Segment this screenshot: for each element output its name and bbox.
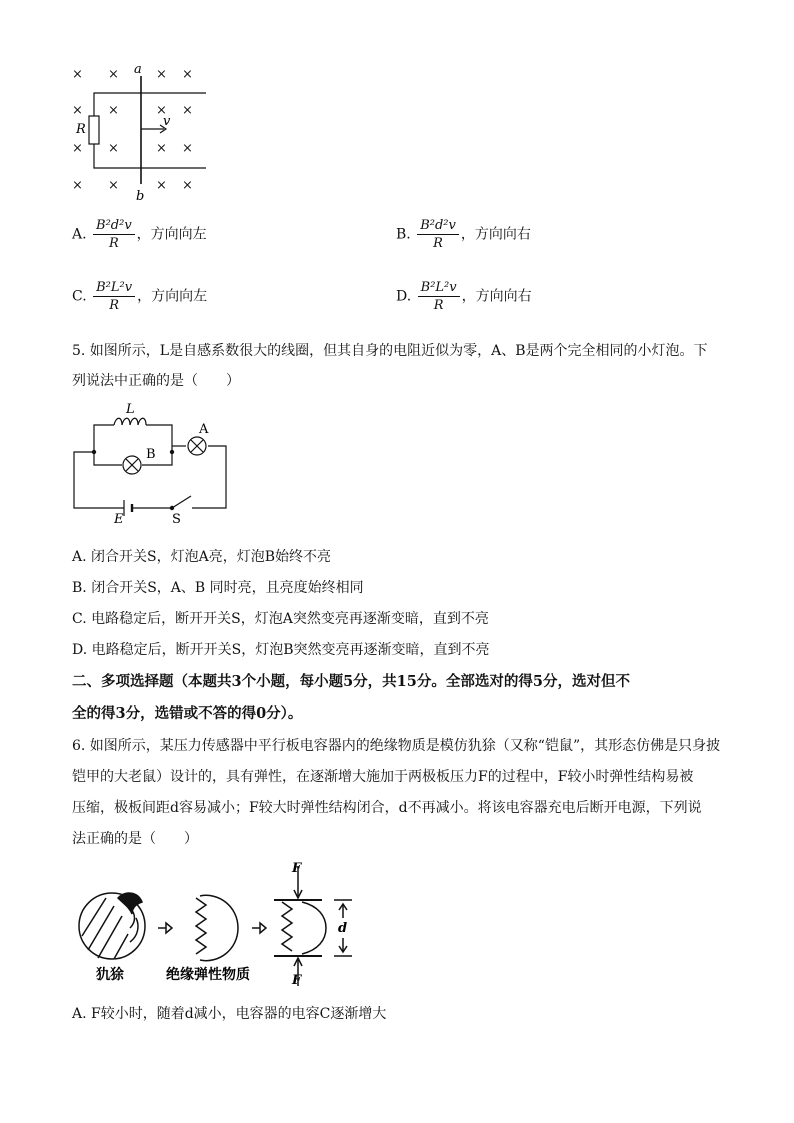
q4-option-a	[72, 218, 207, 251]
cross-mark: ×	[72, 178, 83, 193]
fraction-numerator: B²L²v	[93, 280, 135, 297]
fraction-denominator: R	[108, 236, 119, 251]
compressed-arc	[302, 902, 326, 954]
fraction-denominator: R	[433, 298, 444, 313]
q5-option-d: D. 电路稳定后，断开开关S，灯泡B突然变亮再逐渐变暗，直到不亮	[72, 642, 490, 658]
label-E: E	[114, 512, 124, 527]
junction-dot	[92, 450, 96, 454]
cross-mark: ×	[108, 178, 119, 193]
arrow-1-head-icon	[166, 923, 172, 933]
caption-armadillo: 犰狳	[96, 967, 124, 983]
left-wire	[74, 452, 124, 508]
q5-stem-line1: 5. 如图所示，L是自感系数很大的线圈，但其自身的电阻近似为零，A、B是两个完全相同的小灯泡。下	[72, 343, 708, 359]
cross-mark: ×	[156, 103, 167, 118]
q4-option-d	[396, 280, 532, 313]
coil-L	[114, 418, 146, 425]
rod-rail-figure	[60, 58, 220, 208]
junction-dot	[170, 450, 174, 454]
label-F-top: F	[292, 861, 302, 876]
option-text: ，方向向右	[460, 226, 531, 243]
cross-mark: ×	[182, 103, 193, 118]
label-v: v	[163, 114, 171, 129]
q5-stem-line2: 列说法中正确的是（ ）	[72, 373, 240, 389]
option-text: ，方向向右	[461, 288, 532, 305]
label-a: a	[134, 62, 142, 77]
q5-option-b: B. 闭合开关S，A、B 同时亮，且亮度始终相同	[72, 580, 364, 596]
elastic-zigzag	[196, 898, 206, 954]
q6-stem-line2: 铠甲的大老鼠）设计的，具有弹性，在逐渐增大施加于两极板压力F的过程中，F较小时弹性结构易被	[72, 769, 694, 785]
fraction-denominator: R	[433, 236, 443, 251]
section2-title-line2: 全的得3分，选错或不答的得0分）。	[72, 705, 303, 722]
cross-mark: ×	[182, 141, 193, 156]
cross-mark: ×	[72, 103, 83, 118]
option-text: ，方向向左	[136, 226, 207, 243]
lamp-a-cross	[191, 440, 203, 452]
label-B: B	[146, 447, 156, 462]
cross-mark: ×	[72, 67, 83, 82]
q5-option-c: C. 电路稳定后，断开开关S，灯泡A突然变亮再逐渐变暗，直到不亮	[72, 611, 489, 627]
q6-stem-line1: 6. 如图所示，某压力传感器中平行板电容器内的绝缘物质是模仿犰狳（又称“铠鼠”，其形态仿佛是只身披	[72, 738, 721, 754]
coil-left-wire	[94, 425, 114, 452]
fraction	[418, 280, 460, 313]
q5-option-a: A. 闭合开关S，灯泡A亮，灯泡B始终不亮	[72, 549, 331, 565]
label-b: b	[136, 189, 145, 204]
self-inductance-circuit-figure	[60, 395, 240, 530]
option-letter: C.	[72, 288, 87, 305]
option-letter: A.	[72, 226, 87, 243]
lamp-b-left-wire	[94, 452, 122, 465]
arrow-2-head-icon	[260, 923, 266, 933]
q4-option-c	[72, 280, 207, 313]
label-A: A	[199, 422, 209, 437]
fraction-numerator: B²L²v	[418, 280, 460, 297]
fraction	[93, 218, 135, 251]
compressed-zigzag	[282, 902, 292, 951]
cross-mark: ×	[108, 103, 119, 118]
lamp-b-cross	[126, 459, 138, 471]
option-text: ，方向向左	[137, 288, 208, 305]
cross-mark: ×	[108, 67, 119, 82]
label-d: d	[338, 921, 348, 936]
q6-stem-line3: 压缩，极板间距d容易减小；F较大时弹性结构闭合，d不再减小。将该电容器充电后断开电源，下列说	[72, 800, 702, 816]
q6-option-a: A. F较小时，随着d减小，电容器的电容C逐渐增大	[72, 1006, 387, 1022]
option-letter: B.	[396, 226, 411, 243]
cross-mark: ×	[156, 178, 167, 193]
option-letter: D.	[396, 288, 412, 305]
fraction	[417, 218, 459, 251]
cross-mark: ×	[156, 67, 167, 82]
fraction-denominator: R	[109, 298, 119, 313]
resistor-R	[89, 116, 99, 144]
cross-mark: ×	[108, 141, 119, 156]
cross-mark: ×	[156, 141, 167, 156]
switch-blade	[172, 496, 191, 508]
fraction	[93, 280, 135, 313]
caption-elastic-material: 绝缘弹性物质	[166, 967, 250, 983]
q6-stem-line4: 法正确的是（ ）	[72, 831, 198, 847]
cross-mark: ×	[182, 178, 193, 193]
q4-option-b	[396, 218, 531, 251]
fraction-numerator: B²d²v	[93, 218, 135, 235]
cross-mark: ×	[72, 141, 83, 156]
label-F-bottom: F	[292, 973, 302, 986]
armadillo-sensor-figure	[70, 858, 370, 986]
label-S: S	[172, 512, 181, 527]
armadillo-shell-lines	[82, 898, 128, 959]
label-L: L	[126, 402, 135, 417]
label-R: R	[76, 122, 86, 137]
cross-mark: ×	[182, 67, 193, 82]
section2-title-line1: 二、多项选择题（本题共3个小题，每小题5分，共15分。全部选对的得5分，选对但不	[72, 673, 630, 690]
fraction-numerator: B²d²v	[417, 218, 459, 235]
armadillo-head	[118, 893, 142, 914]
